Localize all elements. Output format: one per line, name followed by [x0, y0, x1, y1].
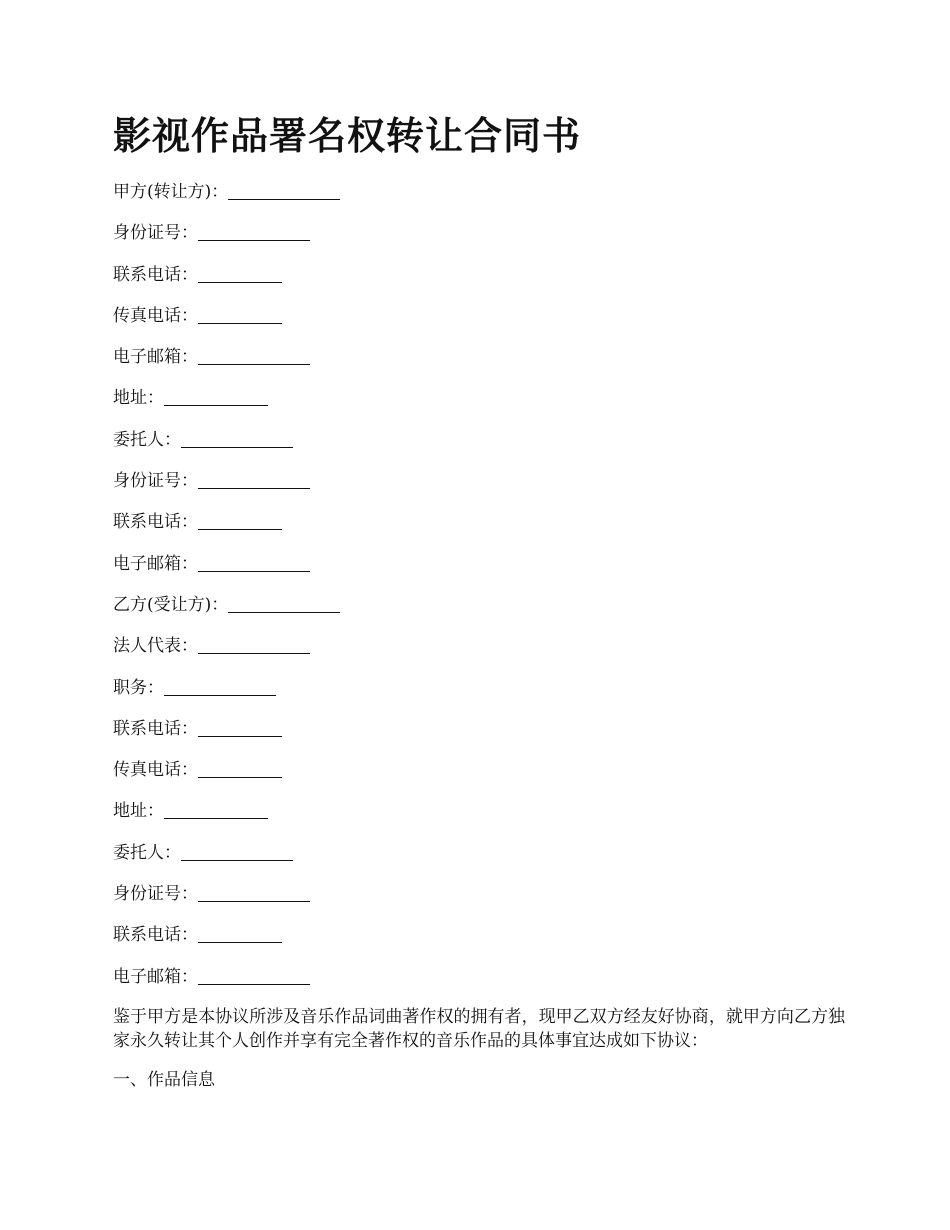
- fill-blank[interactable]: [198, 507, 282, 530]
- field-label: 职务：: [113, 677, 164, 698]
- fill-blank[interactable]: [198, 549, 310, 572]
- field-label: 法人代表：: [113, 636, 198, 657]
- fill-blank[interactable]: [198, 218, 310, 241]
- fill-blank[interactable]: [198, 342, 310, 365]
- field-row-email: [113, 341, 340, 382]
- field-row-email: [113, 548, 340, 589]
- field-row-phone: [113, 506, 340, 547]
- page-title: 影视作品署名权转让合同书: [113, 114, 582, 158]
- field-label: 乙方(受让方)：: [113, 594, 229, 615]
- field-label: 身份证号：: [113, 471, 198, 492]
- field-row-agent: [113, 837, 340, 878]
- fill-blank[interactable]: [198, 962, 310, 985]
- field-row-address: [113, 795, 340, 836]
- fill-blank[interactable]: [198, 920, 282, 943]
- fill-blank[interactable]: [164, 383, 268, 406]
- fill-blank[interactable]: [198, 879, 310, 902]
- field-label: 身份证号：: [113, 223, 198, 244]
- field-label: 联系电话：: [113, 264, 198, 285]
- field-label: 甲方(转让方)：: [113, 182, 229, 202]
- field-row-phone: [113, 259, 340, 300]
- field-row-phone: [113, 713, 340, 754]
- field-row-id-number: [113, 217, 340, 258]
- field-row-position: [113, 672, 340, 713]
- preamble-paragraph: 鉴于甲方是本协议所涉及音乐作品词曲著作权的拥有者，现甲乙双方经友好协商，就甲方向乙方独家永久转让其个人创作并享有完全著作权的音乐作品的具体事宜达成如下协议：: [113, 1007, 845, 1051]
- field-row-id-number: [113, 878, 340, 919]
- field-row-fax: [113, 300, 340, 341]
- field-label: 联系电话：: [113, 718, 198, 739]
- fill-blank[interactable]: [198, 631, 310, 654]
- party-fields: [113, 176, 340, 1002]
- fill-blank[interactable]: [181, 838, 293, 861]
- fill-blank[interactable]: [198, 301, 282, 324]
- field-label: 身份证号：: [113, 884, 198, 905]
- fill-blank[interactable]: [198, 714, 282, 737]
- fill-blank[interactable]: [198, 260, 282, 283]
- field-label: 电子邮箱：: [113, 966, 198, 987]
- field-row-address: [113, 382, 340, 423]
- field-label: 传真电话：: [113, 305, 198, 326]
- field-label: 联系电话：: [113, 925, 198, 946]
- field-label: 地址：: [113, 801, 164, 822]
- field-row-fax: [113, 754, 340, 795]
- section-heading-work-info: 一、作品信息: [113, 1070, 215, 1090]
- fill-blank[interactable]: [198, 755, 282, 778]
- fill-blank[interactable]: [198, 466, 310, 489]
- field-label: 委托人：: [113, 842, 181, 863]
- fill-blank[interactable]: [164, 796, 268, 819]
- field-row-agent: [113, 424, 340, 465]
- field-label: 电子邮箱：: [113, 347, 198, 368]
- field-label: 地址：: [113, 388, 164, 409]
- field-row-phone: [113, 919, 340, 960]
- field-row-email: [113, 961, 340, 1002]
- field-label: 传真电话：: [113, 760, 198, 781]
- fill-blank[interactable]: [164, 673, 276, 696]
- field-label: 委托人：: [113, 429, 181, 450]
- fill-blank[interactable]: [228, 177, 340, 200]
- field-label: 电子邮箱：: [113, 553, 198, 574]
- field-row-id-number: [113, 465, 340, 506]
- field-row-legal-rep: [113, 630, 340, 671]
- field-label: 联系电话：: [113, 512, 198, 533]
- field-row-transferee: [113, 589, 340, 630]
- fill-blank[interactable]: [228, 590, 340, 613]
- field-row-transferor: [113, 176, 340, 217]
- fill-blank[interactable]: [181, 425, 293, 448]
